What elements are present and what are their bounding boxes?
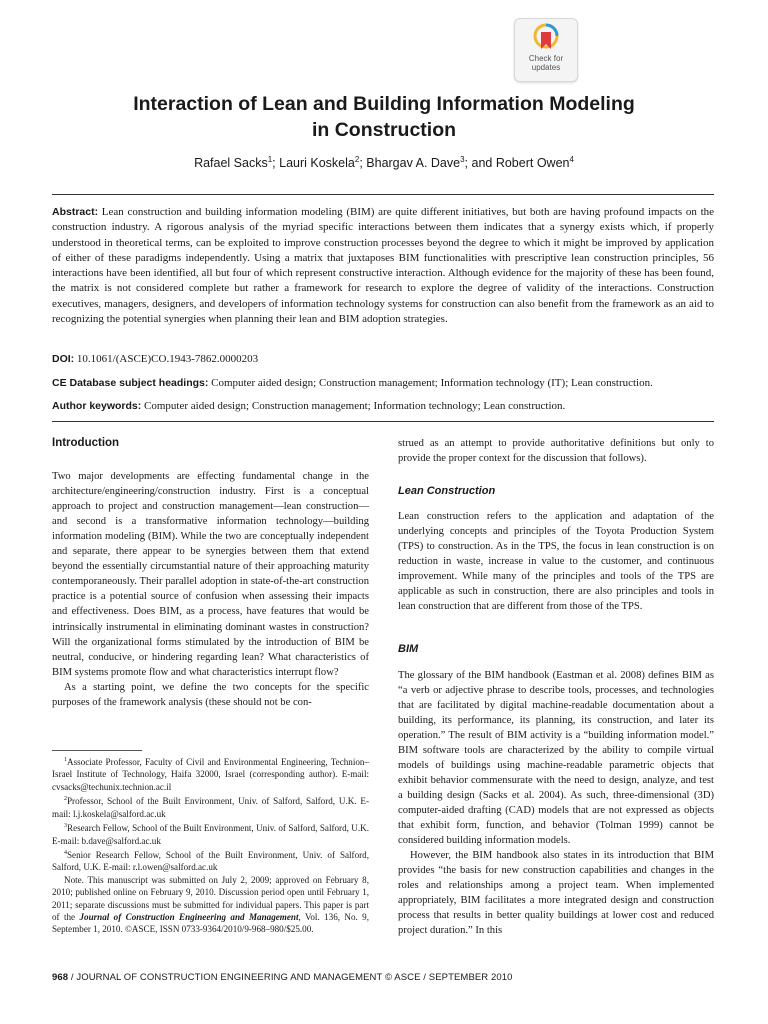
footnote xyxy=(52,793,369,820)
footnote xyxy=(52,847,369,874)
header-divider xyxy=(52,194,714,195)
author xyxy=(194,156,279,170)
footnote-text: Associate Professor, Faculty of Civil and Environmental Engineering, Technion–Israel Institute of Technology, Haifa 32000, Israel (corresponding author). E-mail: cvsacks@techunix.technion.ac.il xyxy=(52,757,369,792)
abstract xyxy=(52,205,714,327)
paragraph: However, the BIM handbook also states in its introduction that BIM provides “the basis for new construction capabilities and changes in the roles and relationships among a project team. When implemented appropriately, BIM facilitates a more integrated design and construction process that results in better quality buildings at lower cost and reduced project duration.” In this xyxy=(398,850,714,937)
page-footer xyxy=(52,972,513,983)
keywords-label: Author keywords: xyxy=(52,400,142,412)
footnote-mark: 2 xyxy=(64,796,67,803)
subsection-heading-lean-construction: Lean Construction xyxy=(398,485,496,498)
author-name: Lauri Koskela xyxy=(279,156,355,171)
right-column xyxy=(398,436,714,938)
author-affiliation-mark: 2 xyxy=(354,155,360,164)
doi-label: DOI: xyxy=(52,353,75,365)
ce-headings-label: CE Database subject headings: xyxy=(52,377,209,389)
footnote xyxy=(52,754,369,793)
author-separator: ; xyxy=(272,156,280,171)
paragraph: Lean construction refers to the application and adaptation of the underlying concepts and principles of the Toyota Production System (TPS) to construction. As in the TPS, the focus in lean construction is on reduction in waste, increase in value to the customer, and continuous improvement. While many of the principles and tools of the TPS are applicable as such in construction, there are also principles and tools in lean construction that are different from those of the TPS. xyxy=(398,511,714,613)
author-keywords xyxy=(52,399,714,414)
footnote-mark: 4 xyxy=(64,849,67,856)
abstract-text: Lean construction and building information modeling (BIM) are quite different initiatives, but both are having profound impacts on the construction industry. A rigorous analysis of the myriad specific interactions between them indicates that a synergy exists which, if properly understood in theoretical terms, can be exploited to improve construction processes beyond the degree to which it might be improved by application of either of these paradigms independently. Using a matrix that juxtaposes BIM functionalities with prescriptive lean construction principles, 56 interactions have been identified, all but four of which represent constructive interaction. Although evidence for the majority of these has been found, the matrix is not considered complete but rather a framework for research to explore the degree of validity of the interactions. Construction executives, managers, designers, and developers of information technology systems for construction can also benefit from the framework as an aid to recognizing the potential synergies when planning their lean and BIM adoption strategies. xyxy=(52,206,715,326)
manuscript-note xyxy=(52,874,369,936)
abstract-divider xyxy=(52,421,714,422)
author-name: Bhargav A. Dave xyxy=(366,156,461,171)
footnotes xyxy=(52,754,369,936)
paper-title xyxy=(40,91,728,143)
footnote-text: Professor, School of the Built Environment, Univ. of Salford, Salford, U.K. E-mail: l.j.koskela@salford.ac.uk xyxy=(52,796,369,819)
journal-footer: / JOURNAL OF CONSTRUCTION ENGINEERING AND MANAGEMENT © ASCE / SEPTEMBER 2010 xyxy=(68,972,513,983)
ce-subject-headings xyxy=(52,376,714,391)
author-list xyxy=(40,152,728,171)
author xyxy=(279,156,366,170)
author-affiliation-mark: 4 xyxy=(569,155,574,164)
paragraph: strued as an attempt to provide authoritative definitions but only to provide the proper context for the discussion that follows). xyxy=(398,438,714,465)
author xyxy=(496,156,574,170)
paragraph: The glossary of the BIM handbook (Eastman et al. 2008) defines BIM as “a verb or adjective phrase to describe tools, processes, and technologies that are facilitated by digital machine-readable documentation about a building, its performance, its planning, its construction, and later its operation.” The result of BIM activity is a “building information model.” BIM software tools are characterized by the ability to compile virtual models of buildings using machine-readable parametric objects that exhibit behavior commensurate with the need to design, analyze, and test a building design (Sacks et al. 2004). As such, three-dimensional (3D) computer-aided drafting (CAD) models that are not expressed as objects that exhibit form, function, and behavior (Tolman 1999) cannot be considered building information models. xyxy=(398,669,714,847)
footnote-text: Research Fellow, School of the Built Environment, Univ. of Salford, Salford, U.K. E-mail: b.dave@salford.ac.uk xyxy=(52,823,369,846)
author-separator: ; xyxy=(359,156,367,171)
badge-line1: Check for xyxy=(528,54,564,63)
journal-name: Journal of Construction Engineering and Management xyxy=(79,912,299,922)
note-text: , Vol. 136, No. 9, September 1, 2010. ©ASCE, ISSN 0733-9364/2010/9-968–980/$25.00. xyxy=(52,912,369,935)
author-affiliation-mark: 3 xyxy=(460,155,465,164)
footnote xyxy=(52,820,369,847)
left-column xyxy=(52,436,369,710)
author-separator: ; and xyxy=(464,156,496,171)
badge-line2: updates xyxy=(531,63,561,72)
author-affiliation-mark: 1 xyxy=(267,155,273,164)
section-heading-introduction: Introduction xyxy=(52,437,120,449)
paragraph: As a starting point, we define the two concepts for the specific purposes of the framework analysis (these should not be con- xyxy=(52,681,369,708)
keywords-value: Computer aided design; Construction management; Information technology; Lean construction. xyxy=(144,400,566,412)
paragraph: Two major developments are effecting fundamental change in the architecture/engineering/construction industry. First is a conceptual approach to project and construction management—lean construction—and second is a transformative information technology—building information modeling (BIM). While the two are conceptually independent and separate, there appear to be synergies between them that extend beyond the essentially circumstantial nature of their approaching maturity contemporaneously. Their parallel adoption in state-of-the-art construction practice is a potential source of confusion when assessing their impacts and effectiveness. Does BIM, as a process, have features that would be intrinsically instrumental in eliminating dominant wastes in construction? Will the organizational forms stimulated by the introduction of BIM be neutral, conducive, or hindering regarding lean? What characteristics of BIM systems promote flow and what characteristics interrupt flow? xyxy=(52,471,369,678)
abstract-label: Abstract: xyxy=(52,206,99,218)
note-text: Note. This manuscript was submitted on July 2, 2009; approved on February 8, 2010; published online on February 9, 2010. Discussion period open until February 1, 2011; separate discussions must be submitted for individual papers. This paper is part of the xyxy=(52,874,369,922)
subsection-heading-bim: BIM xyxy=(398,643,419,656)
title-line-1: Interaction of Lean and Building Information Modeling xyxy=(133,93,635,115)
author-name: Rafael Sacks xyxy=(194,156,268,171)
doi-link[interactable]: 10.1061/(ASCE)CO.1943-7862.0000203 xyxy=(76,353,259,365)
doi-line xyxy=(52,352,714,367)
author xyxy=(366,156,496,170)
ce-headings-value: Computer aided design; Construction management; Information technology (IT); Lean construction. xyxy=(211,377,653,389)
footnote-mark: 3 xyxy=(64,823,67,830)
footnote-text: Senior Research Fellow, School of the Built Environment, Univ. of Salford, Salford, U.K. E-mail: r.l.owen@salford.ac.uk xyxy=(52,849,369,873)
title-line-2: in Construction xyxy=(311,119,457,141)
check-for-updates-badge[interactable] xyxy=(514,18,578,82)
bookmark-crossmark-icon xyxy=(533,23,559,53)
badge-label xyxy=(515,54,577,72)
page-number: 968 xyxy=(52,972,69,983)
footnote-divider xyxy=(52,750,142,751)
footnote-mark: 1 xyxy=(64,757,67,763)
author-name: Robert Owen xyxy=(495,156,570,171)
